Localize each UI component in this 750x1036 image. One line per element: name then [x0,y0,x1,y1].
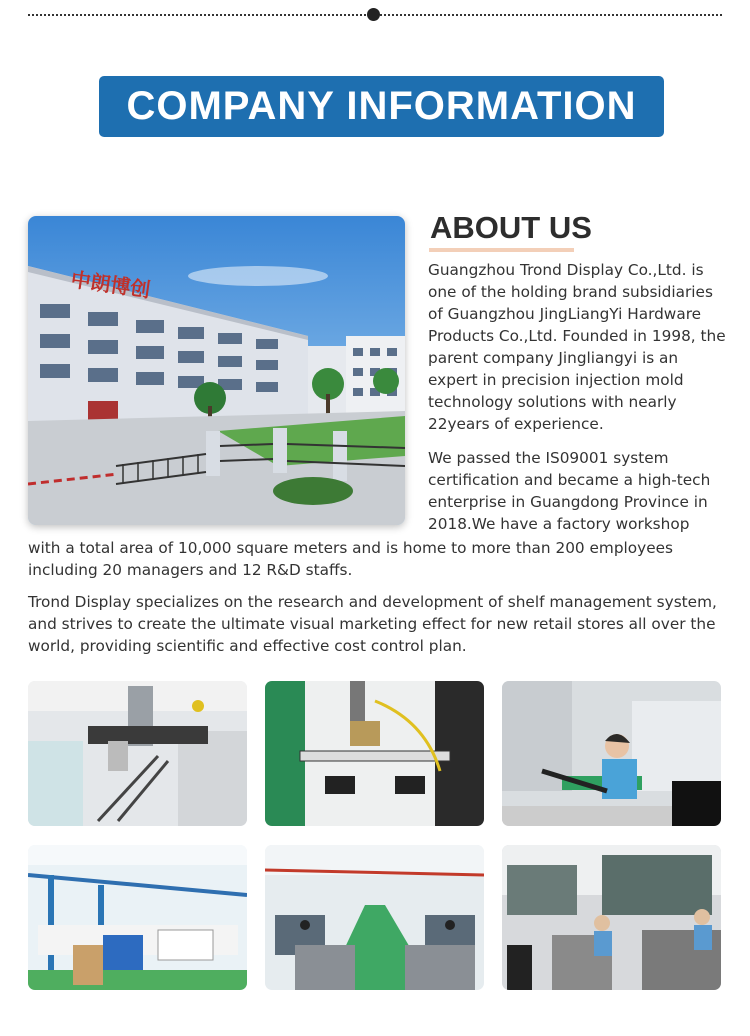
about-title: ABOUT US [430,210,592,245]
machine-gripper-photo [28,681,247,826]
about-paragraph-2-full: with a total area of 10,000 square meters and is home to more than 200 employees including 20 managers and 12 R&D staffs. [28,539,673,579]
about-paragraph-1: Guangzhou Trond Display Co.,Ltd. is one of the holding brand subsidiaries of Guangzhou JingLiangYi Hardware Products Co.,Ltd. Founded in 1998, the parent company Jingliangyi is an expert in precision injection mold technology solutions with nearly 22years of experience. [428,261,726,433]
injection-workshop-photo [28,845,247,990]
about-paragraph-3: Trond Display specializes on the research and development of shelf management system, and strives to create the ultimate visual marketing effect for new retail stores all over the world, providing scientific and effective cost control plan. [28,593,717,655]
worker-photo [502,681,721,826]
banner-title: COMPANY INFORMATION [126,84,637,128]
robot-arm-photo [265,681,484,826]
about-paragraph-2-side: We passed the IS09001 system certification and became a high-tech enterprise in Guangdong Province in 2018.We have a factory workshop [428,449,711,533]
office-photo [502,845,721,990]
factory-building-photo [28,216,405,525]
divider-dot [367,8,380,21]
building-sign: 中朗博创 [69,267,152,303]
assembly-line-photo [265,845,484,990]
about-title-underline [429,248,574,252]
section-banner [99,76,664,137]
